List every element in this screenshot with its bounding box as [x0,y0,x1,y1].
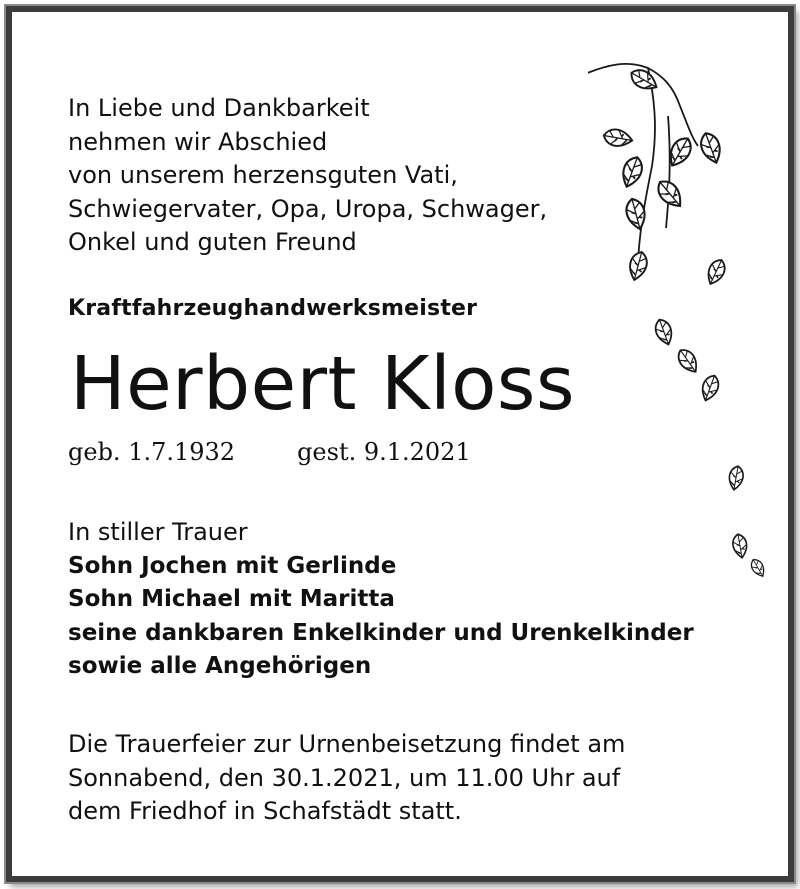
mourner-line: seine dankbaren Enkelkinder und Urenkelkinder [68,619,694,646]
mourner-line: Sohn Jochen mit Gerlinde [68,552,397,579]
service-line: Sonnabend, den 30.1.2021, um 11.00 Uhr auf [68,763,621,792]
deceased-title: Kraftfahrzeughandwerksmeister [68,296,478,321]
mourner-line: Sohn Michael mit Maritta [68,586,395,612]
intro-text [68,92,547,260]
falling-leaves-icon [588,56,778,596]
service-line: dem Friedhof in Schafstädt statt. [68,797,462,825]
death-date: gest. 9.1.2021 [297,438,471,466]
intro-line: In Liebe und Dankbarkeit [68,94,370,122]
intro-line: von unserem herzensguten Vati, [68,161,458,189]
intro-line: Schwiegervater, Opa, Uropa, Schwager, [68,194,548,223]
birth-date: geb. 1.7.1932 [68,438,236,466]
service-notice [68,728,625,829]
mourner-line: sowie alle Angehörigen [68,653,372,679]
obituary-frame [6,6,794,882]
intro-line: Onkel und guten Freund [68,228,357,256]
mourners-heading: In stiller Trauer [68,518,248,546]
intro-line: nehmen wir Abschied [68,127,328,156]
life-dates [68,438,471,466]
service-line: Die Trauerfeier zur Urnenbeisetzung findet am [68,730,626,758]
deceased-name: Herbert Kloss [70,341,576,427]
